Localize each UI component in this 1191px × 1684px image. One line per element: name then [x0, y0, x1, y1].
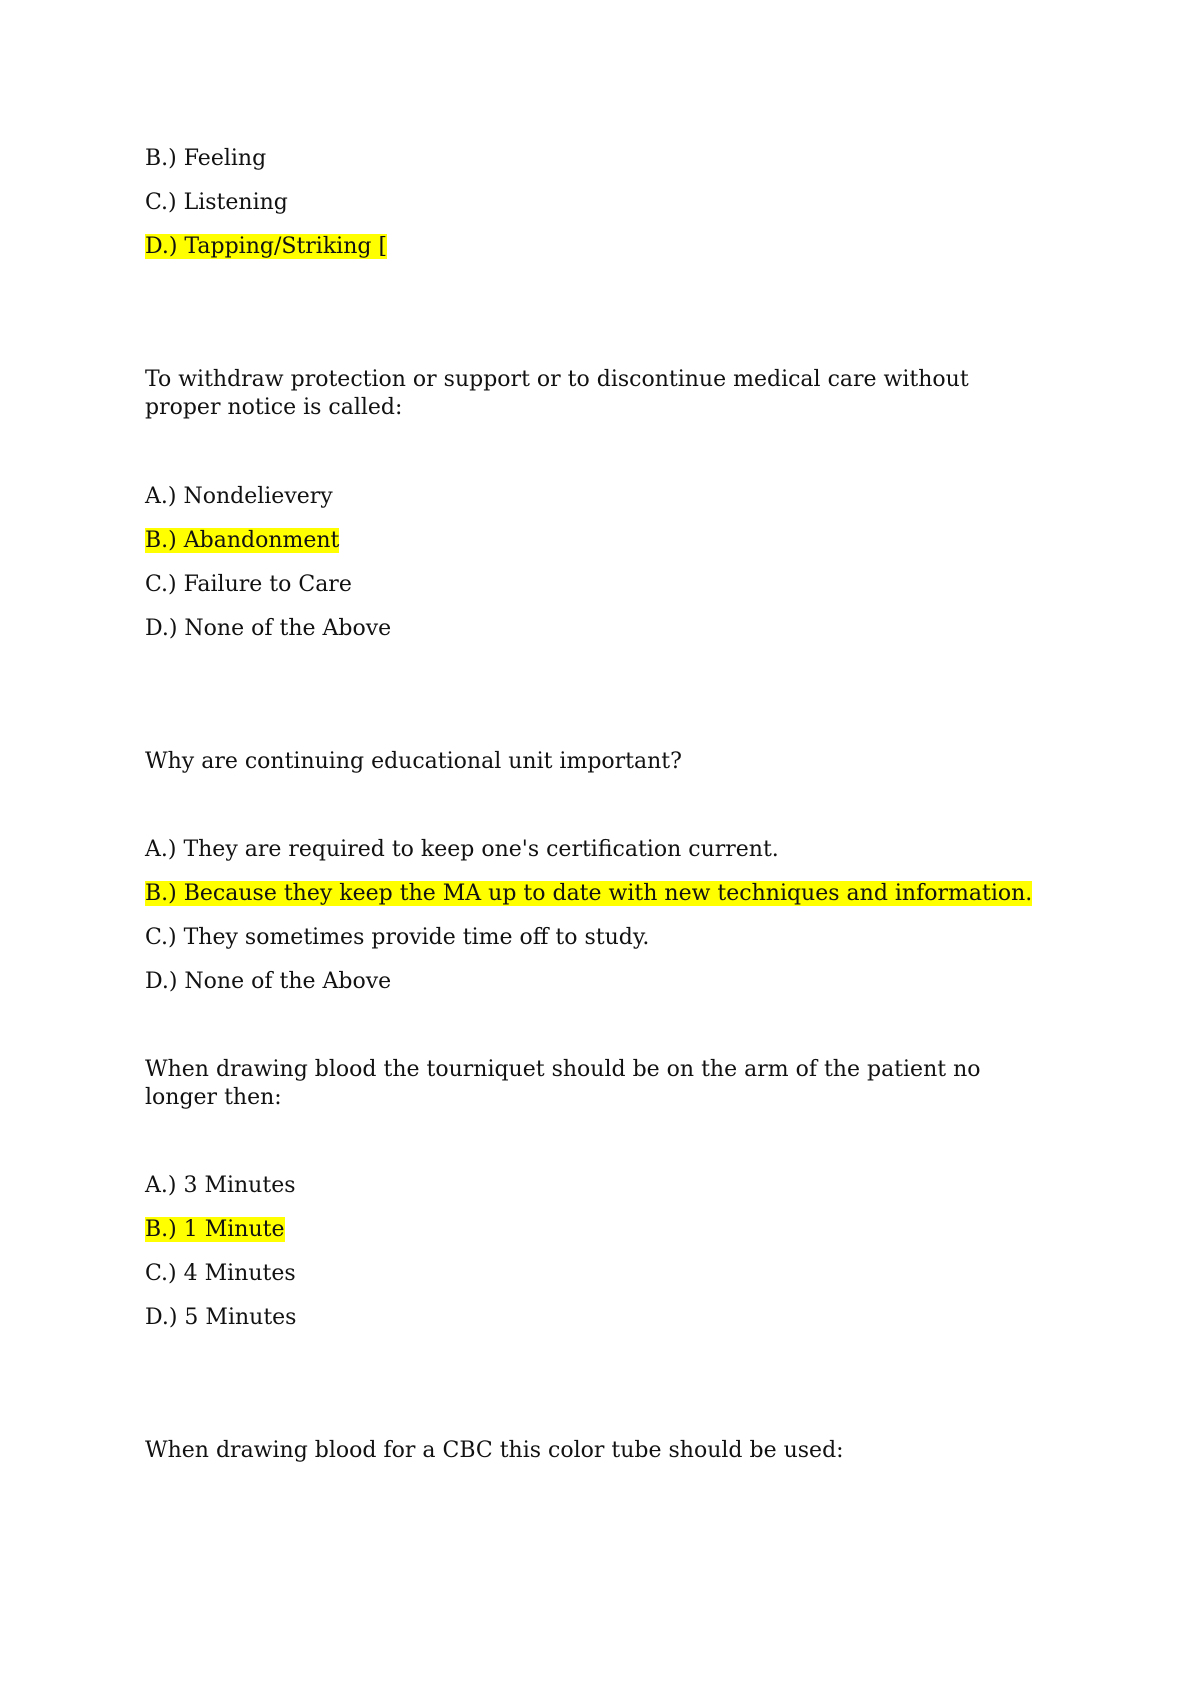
option-c-listening: C.) Listening [145, 190, 288, 215]
option-d: D.) None of the Above [145, 616, 392, 641]
highlighted-answer: B.) 1 Minute [145, 1217, 285, 1242]
option-c: C.) 4 Minutes [145, 1261, 296, 1286]
option-a: A.) Nondelievery [145, 484, 333, 509]
option-d: D.) 5 Minutes [145, 1305, 297, 1330]
option-a: A.) 3 Minutes [145, 1173, 296, 1198]
option-a: A.) They are required to keep one's certification current. [145, 837, 779, 862]
question-ceu: Why are continuing educational unit important? [145, 749, 682, 774]
option-b-answer [145, 527, 339, 555]
option-b-answer [145, 1216, 285, 1244]
question-abandonment: To withdraw protection or support or to discontinue medical care without proper notice is called: [145, 367, 969, 420]
highlighted-answer: B.) Abandonment [145, 528, 340, 553]
option-d-tapping-answer [145, 233, 387, 261]
option-c: C.) Failure to Care [145, 572, 352, 597]
option-d: D.) None of the Above [145, 969, 392, 994]
option-b-answer [145, 880, 1032, 908]
question-tourniquet: When drawing blood the tourniquet should be on the arm of the patient no longer then: [145, 1057, 981, 1110]
option-c: C.) They sometimes provide time off to study. [145, 925, 650, 950]
option-b-feeling: B.) Feeling [145, 146, 267, 171]
question-cbc-tube: When drawing blood for a CBC this color tube should be used: [145, 1438, 844, 1463]
highlighted-answer: B.) Because they keep the MA up to date with new techniques and information. [145, 881, 1033, 906]
highlighted-answer: D.) Tapping/Striking [ [145, 234, 388, 259]
